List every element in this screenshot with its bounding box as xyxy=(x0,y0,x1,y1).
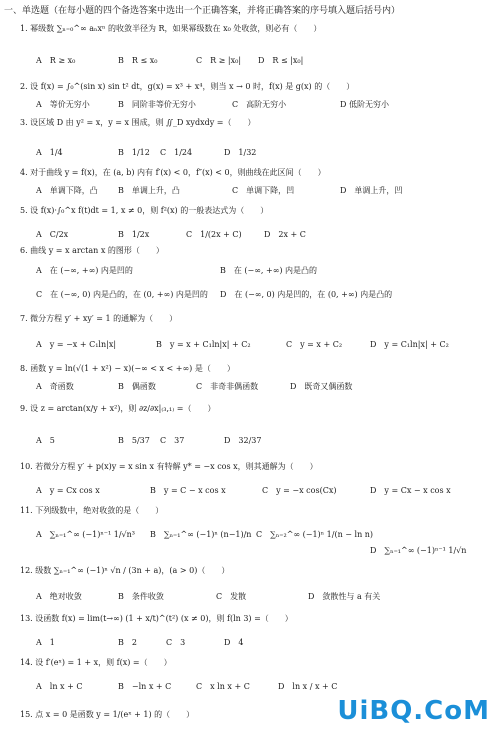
q13-option-d: D 4 xyxy=(224,638,244,647)
q1-option-a: A R ≥ x₀ xyxy=(36,56,76,65)
question-5-stem: 5. 设 f(x)·∫₀^x f(t)dt = 1, x ≠ 0，则 f²(x) 的一般表达式为（ ） xyxy=(20,206,269,215)
question-15-stem: 15. 点 x = 0 是函数 y = 1/(eˣ + 1) 的（ ） xyxy=(20,710,195,719)
q10-option-c: C y = −x cos(Cx) xyxy=(262,486,337,495)
question-13-stem: 13. 设函数 f(x) = lim(t→∞) (1 + x/t)^(t²) (x ≠ 0)，则 f(ln 3) =（ ） xyxy=(20,614,293,623)
q8-option-b: B 偶函数 xyxy=(118,382,156,391)
question-4-stem: 4. 对于曲线 y = f(x)，在 (a, b) 内有 f′(x) < 0，f″(x) < 0，则曲线在此区间（ ） xyxy=(20,168,326,177)
q8-option-d: D 既奇又偶函数 xyxy=(290,382,353,391)
q9-option-c: C 37 xyxy=(160,436,185,445)
q5-option-c: C 1/(2x + C) xyxy=(186,230,242,239)
q12-option-b: B 条件收敛 xyxy=(118,592,164,601)
q14-option-c: C x ln x + C xyxy=(196,682,250,691)
q11-option-c: C ∑ₙ₌₂^∞ (−1)ⁿ 1/(n − ln n) xyxy=(256,530,374,539)
q13-option-b: B 2 xyxy=(118,638,137,647)
q9-option-d: D 32/37 xyxy=(224,436,262,445)
q7-option-b: B y = x + C₁ln|x| + C₂ xyxy=(156,340,251,349)
q3-option-b: B 1/12 xyxy=(118,148,150,157)
q1-option-b: B R ≤ x₀ xyxy=(118,56,158,65)
q6-option-b: B 在 (−∞, +∞) 内是凸的 xyxy=(220,266,318,275)
question-9-stem: 9. 设 z = arctan(x/y + x²)，则 ∂z/∂x|₍₃,₁₎ =（ ） xyxy=(20,404,216,413)
q12-option-c: C 发散 xyxy=(216,592,247,601)
question-14-stem: 14. 设 f′(eˣ) = 1 + x，则 f(x) =（ ） xyxy=(20,658,172,667)
q2-option-b: B 同阶非等价无穷小 xyxy=(118,100,196,109)
question-7-stem: 7. 微分方程 y′ + xy′ = 1 的通解为（ ） xyxy=(20,314,178,323)
q6-option-a: A 在 (−∞, +∞) 内是凹的 xyxy=(36,266,133,275)
q11-option-b: B ∑ₙ₌₁^∞ (−1)ⁿ (n−1)/n xyxy=(150,530,252,539)
q2-option-c: C 高阶无穷小 xyxy=(232,100,287,109)
question-2-stem: 2. 设 f(x) = ∫₀^(sin x) sin t² dt，g(x) = x³ + x⁴，则当 x → 0 时，f(x) 是 g(x) 的（ ） xyxy=(20,82,355,91)
q2-option-d: D 低阶无穷小 xyxy=(340,100,389,109)
q7-option-c: C y = x + C₂ xyxy=(286,340,343,349)
q4-option-c: C 单调下降，凹 xyxy=(232,186,295,195)
q12-option-a: A 绝对收敛 xyxy=(36,592,82,601)
q13-option-c: C 3 xyxy=(166,638,186,647)
question-12-stem: 12. 级数 ∑ₙ₌₁^∞ (−1)ⁿ √n / (3n + a)，(a > 0)（ ） xyxy=(20,566,230,575)
q9-option-b: B 5/37 xyxy=(118,436,150,445)
q2-option-a: A 等价无穷小 xyxy=(36,100,90,109)
q4-option-b: B 单调上升，凸 xyxy=(118,186,180,195)
q12-option-d: D 敛散性与 a 有关 xyxy=(308,592,381,601)
q4-option-d: D 单调上升，凹 xyxy=(340,186,403,195)
q7-option-a: A y = −x + C₁ln|x| xyxy=(36,340,117,349)
section-header: 一、单选题（在每小题的四个备选答案中选出一个正确答案，并将正确答案的序号填入题后括号内） xyxy=(4,6,401,16)
q1-option-d: D R ≤ |x₀| xyxy=(258,56,304,65)
q5-option-a: A C/2x xyxy=(36,230,69,239)
q8-option-c: C 非奇非偶函数 xyxy=(196,382,259,391)
q1-option-c: C R ≥ |x₀| xyxy=(196,56,242,65)
site-watermark: UiBQ.CoM xyxy=(337,696,490,726)
q3-option-c: C 1/24 xyxy=(160,148,193,157)
q14-option-b: B −ln x + C xyxy=(118,682,172,691)
q13-option-a: A 1 xyxy=(36,638,55,647)
q6-option-d: D 在 (−∞, 0) 内是凹的，在 (0, +∞) 内是凸的 xyxy=(220,290,393,299)
q10-option-b: B y = C − x cos x xyxy=(150,486,226,495)
q8-option-a: A 奇函数 xyxy=(36,382,74,391)
q4-option-a: A 单调下降，凸 xyxy=(36,186,98,195)
q3-option-a: A 1/4 xyxy=(36,148,63,157)
question-10-stem: 10. 若微分方程 y′ + p(x)y = x sin x 有特解 y* = −x cos x，则其通解为（ ） xyxy=(20,462,318,471)
question-6-stem: 6. 曲线 y = x arctan x 的图形（ ） xyxy=(20,246,164,255)
q5-option-d: D 2x + C xyxy=(264,230,306,239)
q7-option-d: D y = C₁ln|x| + C₂ xyxy=(370,340,449,349)
question-8-stem: 8. 函数 y = ln(√(1 + x²) − x)(−∞ < x < +∞) 是（ ） xyxy=(20,364,235,373)
q14-option-d: D ln x / x + C xyxy=(278,682,338,691)
q14-option-a: A ln x + C xyxy=(36,682,83,691)
question-3-stem: 3. 设区域 D 由 y² = x，y = x 围成，则 ∬_D xydxdy =（ ） xyxy=(20,118,256,127)
q10-option-d: D y = Cx − x cos x xyxy=(370,486,451,495)
question-1-stem: 1. 幂级数 ∑ₙ₌₀^∞ aₙxⁿ 的收敛半径为 R，如果幂级数在 x₀ 处收敛，则必有（ ） xyxy=(20,24,322,33)
q10-option-a: A y = Cx cos x xyxy=(36,486,100,495)
question-11-stem: 11. 下列级数中，绝对收敛的是（ ） xyxy=(20,506,164,515)
q3-option-d: D 1/32 xyxy=(224,148,257,157)
q6-option-c: C 在 (−∞, 0) 内是凸的，在 (0, +∞) 内是凹的 xyxy=(36,290,208,299)
q11-option-d: D ∑ₙ₌₁^∞ (−1)ⁿ⁻¹ 1/√n xyxy=(370,546,467,555)
q11-option-a: A ∑ₙ₌₁^∞ (−1)ⁿ⁻¹ 1/√n³ xyxy=(36,530,135,539)
q9-option-a: A 5 xyxy=(36,436,55,445)
q5-option-b: B 1/2x xyxy=(118,230,150,239)
